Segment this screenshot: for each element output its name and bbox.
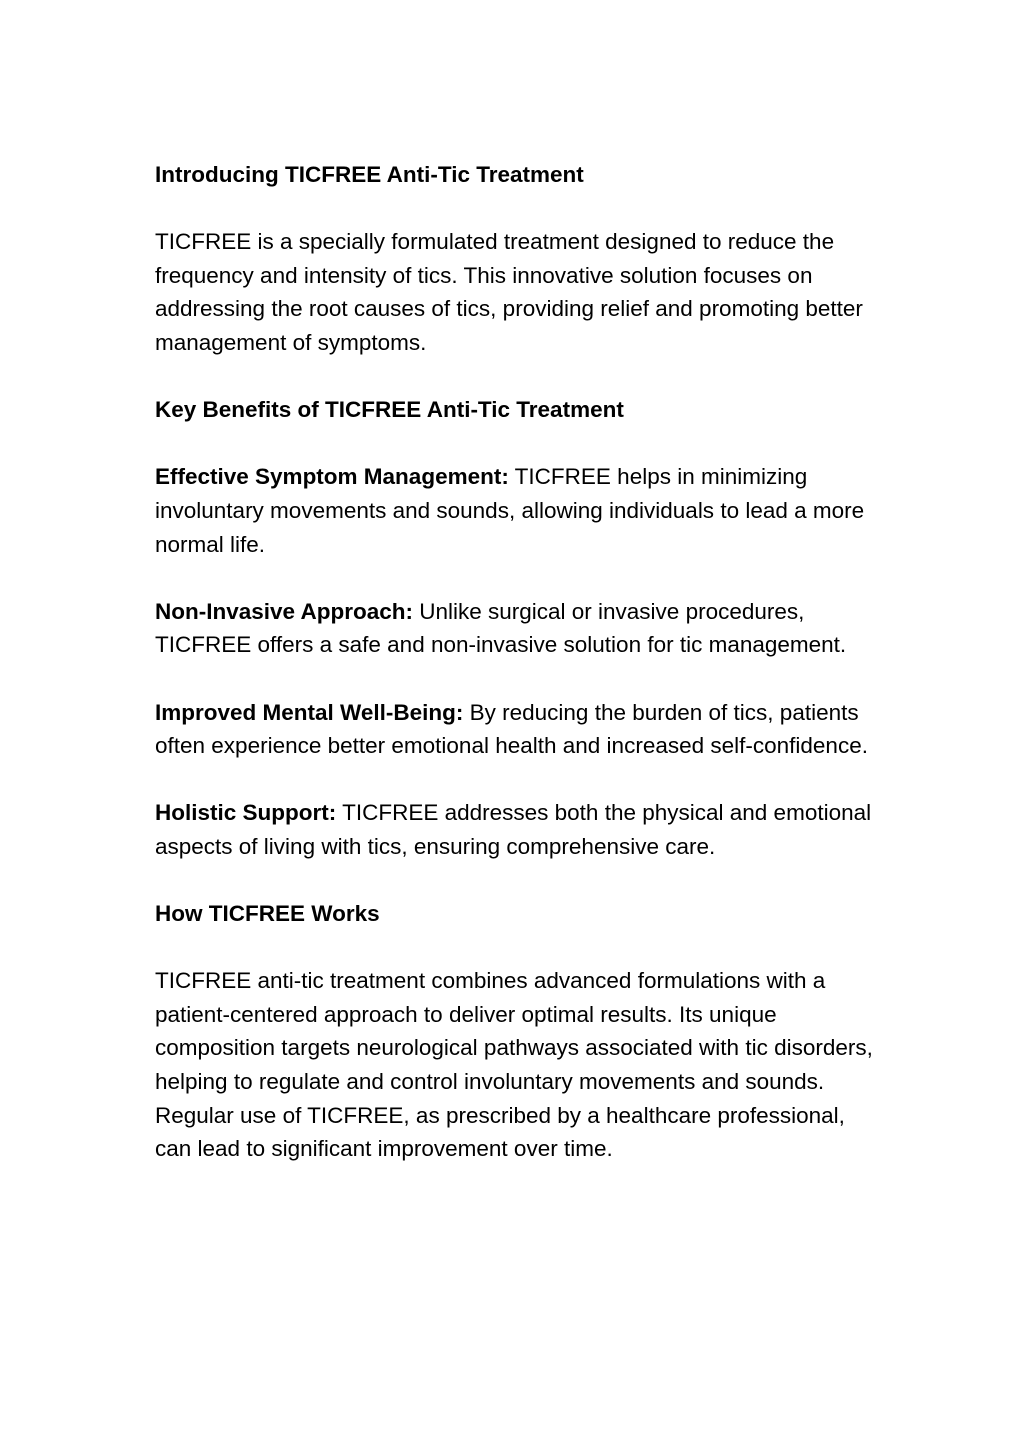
benefit-label: Improved Mental Well-Being:	[155, 699, 464, 725]
benefit-item	[155, 595, 875, 662]
benefit-label: Effective Symptom Management:	[155, 464, 509, 490]
works-heading: How TICFREE Works	[155, 901, 380, 927]
benefit-label: Holistic Support:	[155, 800, 337, 826]
benefit-text: TICFREE addresses both the physical and emotional aspects of living with tics, ensuring comprehensive care.	[155, 800, 872, 859]
works-paragraph: TICFREE anti-tic treatment combines advanced formulations with a patient-centered approach to deliver optimal results. Its unique composition targets neurological pathways associated with tic disorders, helping to regulate and control involuntary movements and sounds. Regular use of TICFREE, as prescribed by a healthcare professional, can lead to significant improvement over time.	[155, 968, 873, 1162]
benefit-item	[155, 460, 875, 561]
intro-paragraph: TICFREE is a specially formulated treatment designed to reduce the frequency and intensity of tics. This innovative solution focuses on addressing the root causes of tics, providing relief and promoting better management of symptoms.	[155, 229, 863, 355]
benefit-text: TICFREE helps in minimizing involuntary movements and sounds, allowing individuals to lead a more normal life.	[155, 464, 865, 557]
benefit-label: Non-Invasive Approach:	[155, 598, 413, 624]
benefit-item	[155, 696, 875, 763]
document-page	[155, 158, 875, 1199]
benefit-item	[155, 796, 875, 863]
benefits-heading: Key Benefits of TICFREE Anti-Tic Treatment	[155, 397, 624, 423]
benefit-text: By reducing the burden of tics, patients often experience better emotional health and increased self-confidence.	[155, 699, 868, 759]
document-title: Introducing TICFREE Anti-Tic Treatment	[155, 162, 584, 187]
benefit-text: Unlike surgical or invasive procedures, TICFREE offers a safe and non-invasive solution for tic management.	[155, 598, 847, 658]
